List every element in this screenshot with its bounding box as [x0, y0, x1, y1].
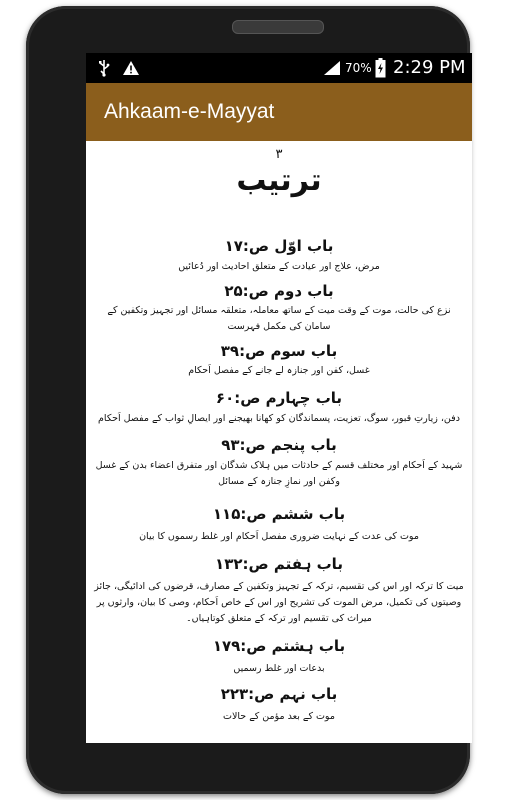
- chapter-5-title: باب پنجم ص:۹۳: [221, 436, 337, 454]
- chapter-3-title: باب سوم ص:۳۹: [220, 342, 338, 360]
- battery-charging-icon: [374, 58, 386, 78]
- chapter-4-title: باب چہارم ص:۶۰: [215, 389, 343, 407]
- chapter-2-line: سامان کی مکمل فہرست: [227, 321, 331, 332]
- book-page[interactable]: [86, 141, 472, 743]
- chapter-4-line: دفن، زیارتِ قبور، سوگ، تعزیت، پسماندگان کو کھانا بھیجنے اور ایصالِ ثواب کے مفصل اَحکام: [98, 413, 460, 424]
- warning-icon: [122, 58, 140, 78]
- chapter-5-line: وکفن اور نمازِ جنازہ کے مسائل: [218, 476, 340, 487]
- chapter-1-title: باب اوّل ص:۱۷: [224, 237, 334, 255]
- status-bar: [86, 53, 472, 83]
- chapter-6-title: باب ششم ص:۱۱۵: [212, 505, 346, 523]
- chapter-2-title: باب دوم ص:۲۵: [224, 282, 334, 300]
- battery-percent: 70%: [345, 61, 372, 75]
- chapter-8-line: بدعات اور غلط رسمیں: [233, 663, 325, 674]
- screen: [86, 53, 472, 743]
- chapter-3-line: غسل، کفن اور جنازہ لے جانے کے مفصل اَحکام: [188, 365, 370, 376]
- chapter-9-line: موت کے بعد مؤمن کے حالات: [223, 711, 335, 722]
- phone-frame: [26, 6, 470, 794]
- chapter-7-line: میراث کی تقسیم اور ترکہ کے متعلق کوتاہیاں۔: [186, 613, 372, 624]
- chapter-1-line: مرض، علاج اور عیادت کے متعلق احادیث اور دُعائیں: [178, 261, 380, 272]
- signal-icon: [322, 58, 342, 78]
- page-heading: ترتیب: [236, 163, 322, 198]
- chapter-7-title: باب ہفتم ص:۱۳۲: [215, 555, 343, 573]
- chapter-5-line: شہید کے اَحکام اور مختلف قسم کے حادثات میں ہلاک شدگان اور متفرق اعضاء بدن کے غسل: [95, 460, 463, 471]
- chapter-7-line: وصیتوں کی تکمیل، مرض الموت کی تشریح اور اس کے خاص اَحکام، وصی کا بیان، وارثوں پر: [96, 597, 462, 608]
- app-title: Ahkaam-e-Mayyat: [104, 100, 275, 123]
- usb-icon: [96, 58, 112, 78]
- chapter-8-title: باب ہشتم ص:۱۷۹: [212, 637, 346, 655]
- app-bar: [86, 83, 472, 141]
- chapter-2-line: نزع کی حالت، موت کے وقت میت کے ساتھ معاملہ، متعلقہ مسائل اور تجہیز وتکفین کے: [107, 305, 451, 316]
- earpiece-speaker: [232, 20, 324, 34]
- chapter-7-line: میت کا ترکہ اور اس کی تقسیم، ترکہ کے تجہیز وتکفین کے مصارف، قرضوں کی ادائیگی، جائز: [94, 581, 464, 592]
- chapter-9-title: باب نہم ص:۲۲۳: [220, 685, 338, 703]
- chapter-6-line: موت کی عدت کے نہایت ضروری مفصل اَحکام اور غلط رسموں کا بیان: [139, 531, 419, 542]
- page-number: ۳: [275, 147, 283, 162]
- clock: 2:29 PM: [393, 57, 466, 78]
